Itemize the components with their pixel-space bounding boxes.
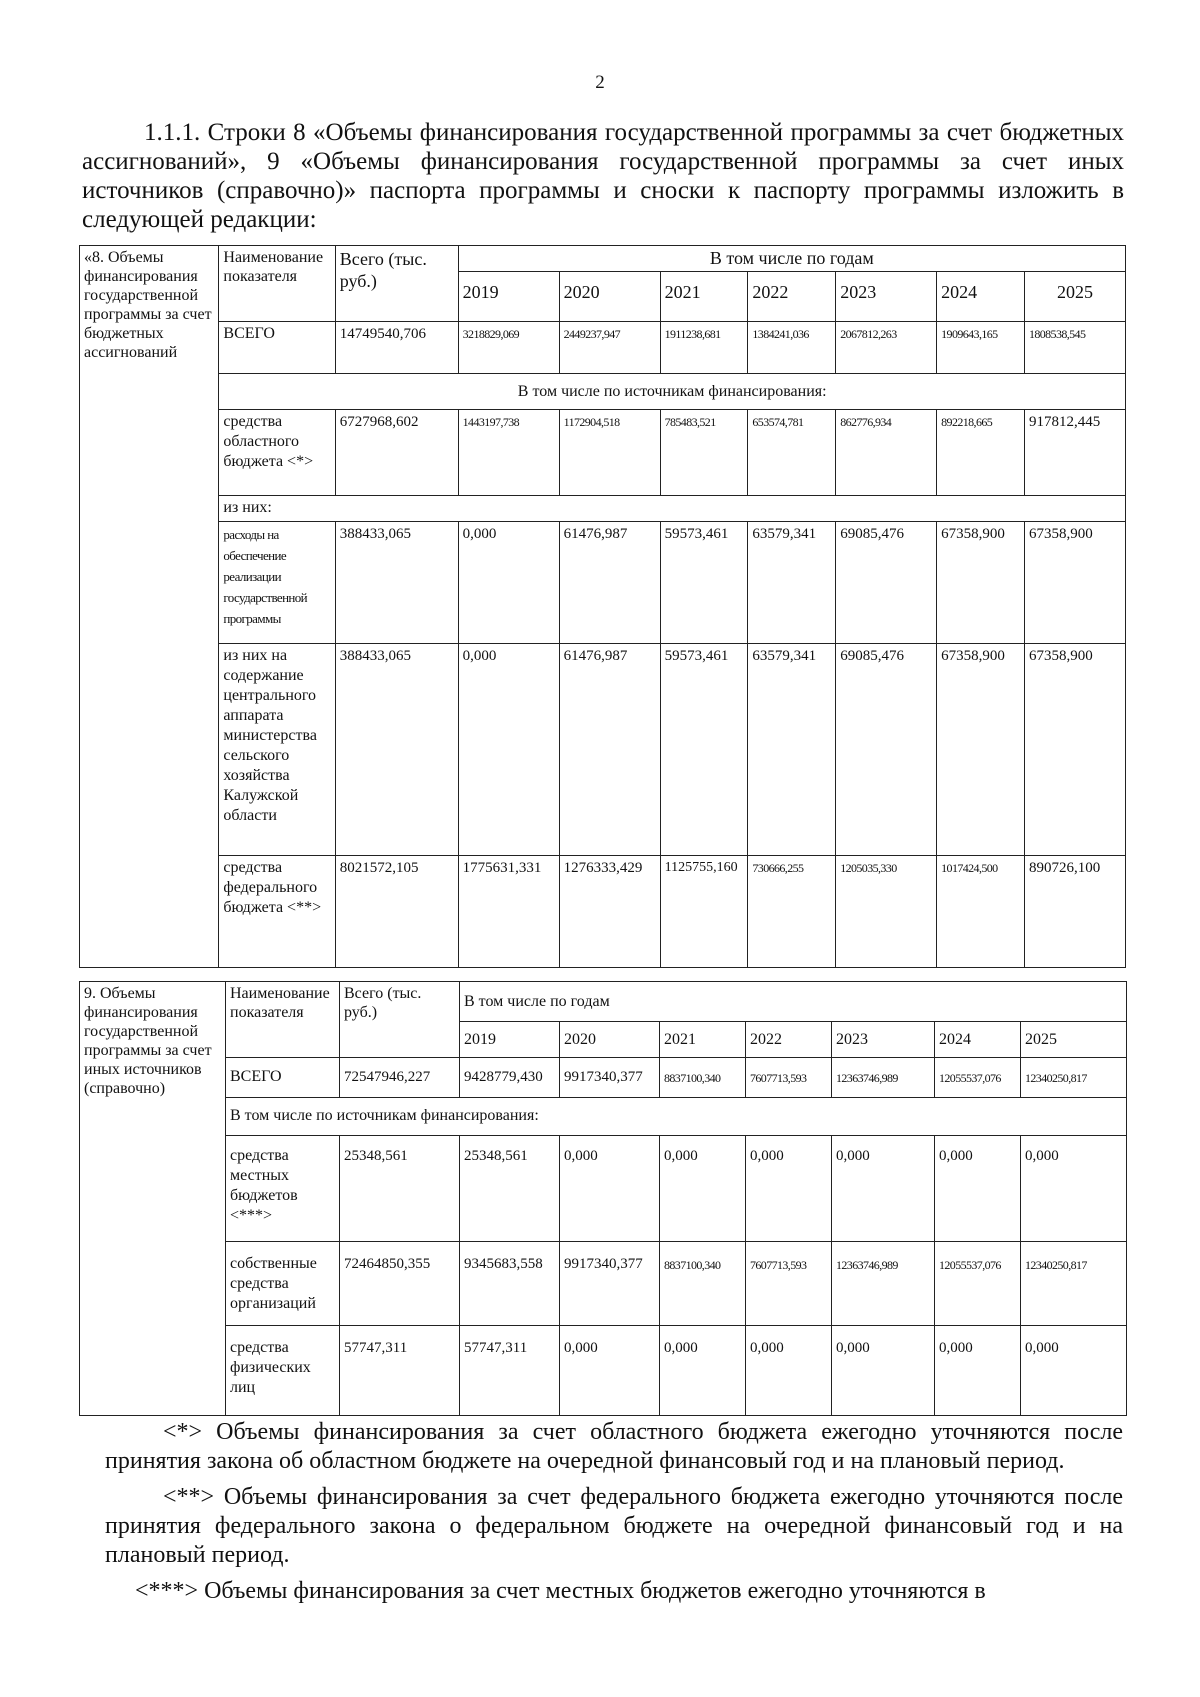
cell-value: 1443197,738 [458, 410, 559, 496]
cell-value: 8837100,340 [660, 1242, 746, 1326]
cell-value: 59573,461 [660, 522, 748, 644]
cell-value: 3218829,069 [458, 322, 559, 374]
of-them-label: из них: [219, 496, 1126, 522]
row-name: ВСЕГО [226, 1058, 340, 1098]
cell-value: 730666,255 [748, 856, 836, 968]
col-name-header: Наименование показателя [226, 982, 340, 1058]
year-2022: 2022 [746, 1022, 832, 1058]
years-header: В том числе по годам [460, 982, 1127, 1022]
cell-value: 0,000 [1021, 1326, 1127, 1416]
cell-value: 69085,476 [836, 644, 937, 856]
row-total: 14749540,706 [335, 322, 458, 374]
cell-value: 892218,665 [937, 410, 1025, 496]
table-row [80, 1058, 1127, 1098]
cell-value: 9345683,558 [460, 1242, 560, 1326]
section9-label: 9. Объемы финансирования государственной программы за счет иных источников (справочно) [80, 982, 226, 1416]
year-2020: 2020 [560, 1022, 660, 1058]
table-row [80, 1242, 1127, 1326]
cell-value: 1125755,160 [660, 856, 748, 968]
cell-value: 1172904,518 [559, 410, 660, 496]
intro-text: 1.1.1. Строки 8 «Объемы финансирования государственной программы за счет бюджетных ассигнований», 9 «Объемы финансирования государственной программы за счет иных источников (справочно)» паспорта программы и сноски к паспорту программы изложить в следующей редакции: [82, 119, 1124, 233]
sources-header: В том числе по источникам финансирования: [219, 374, 1126, 410]
col-name-header: Наименование показателя [219, 246, 335, 322]
cell-value: 1808538,545 [1024, 322, 1125, 374]
year-2021: 2021 [660, 272, 748, 322]
table-row [80, 856, 1126, 968]
cell-value: 12363746,989 [832, 1242, 935, 1326]
cell-value: 1384241,036 [748, 322, 836, 374]
row-total: 388433,065 [335, 522, 458, 644]
year-2019: 2019 [460, 1022, 560, 1058]
cell-value: 12340250,817 [1021, 1058, 1127, 1098]
cell-value: 1775631,331 [458, 856, 559, 968]
cell-value: 653574,781 [748, 410, 836, 496]
cell-value: 0,000 [1021, 1136, 1127, 1242]
cell-value: 63579,341 [748, 522, 836, 644]
page-number: 2 [595, 72, 605, 93]
row-name: средства местных бюджетов <***> [226, 1136, 340, 1242]
cell-value: 69085,476 [836, 522, 937, 644]
table-row [80, 1136, 1127, 1242]
cell-value: 2449237,947 [559, 322, 660, 374]
year-2024: 2024 [935, 1022, 1021, 1058]
sources-header: В том числе по источникам финансирования: [226, 1098, 1127, 1136]
section9-table [79, 981, 1127, 1416]
cell-value: 862776,934 [836, 410, 937, 496]
year-2025: 2025 [1021, 1022, 1127, 1058]
row-total: 6727968,602 [335, 410, 458, 496]
cell-value: 0,000 [832, 1136, 935, 1242]
row-total: 8021572,105 [335, 856, 458, 968]
row-total: 72547946,227 [340, 1058, 460, 1098]
cell-value: 785483,521 [660, 410, 748, 496]
cell-value: 1017424,500 [937, 856, 1025, 968]
footnote-3: <***> Объемы финансирования за счет местных бюджетов ежегодно уточняются в [135, 1578, 986, 1604]
cell-value: 0,000 [660, 1326, 746, 1416]
row-total: 57747,311 [340, 1326, 460, 1416]
cell-value: 0,000 [458, 644, 559, 856]
intro-paragraph [82, 118, 1124, 234]
cell-value: 917812,445 [1024, 410, 1125, 496]
row-name: из них на содержание центрального аппарата министерства сельского хозяйства Калужской области [219, 644, 335, 856]
cell-value: 2067812,263 [836, 322, 937, 374]
table-row [80, 644, 1126, 856]
cell-value: 1909643,165 [937, 322, 1025, 374]
table-row [80, 410, 1126, 496]
col-total-header: Всего (тыс. руб.) [340, 982, 460, 1058]
cell-value: 890726,100 [1024, 856, 1125, 968]
cell-value: 9917340,377 [560, 1242, 660, 1326]
cell-value: 67358,900 [1024, 522, 1125, 644]
cell-value: 8837100,340 [660, 1058, 746, 1098]
cell-value: 0,000 [660, 1136, 746, 1242]
cell-value: 1911238,681 [660, 322, 748, 374]
cell-value: 12340250,817 [1021, 1242, 1127, 1326]
cell-value: 0,000 [935, 1326, 1021, 1416]
section8-label: «8. Объемы финансирования государственной программы за счет бюджетных ассигнований [80, 246, 219, 968]
row-name: средства областного бюджета <*> [219, 410, 335, 496]
cell-value: 67358,900 [1024, 644, 1125, 856]
year-2025: 2025 [1024, 272, 1125, 322]
cell-value: 12363746,989 [832, 1058, 935, 1098]
cell-value: 9428779,430 [460, 1058, 560, 1098]
table-row [80, 1326, 1127, 1416]
cell-value: 61476,987 [559, 522, 660, 644]
cell-value: 0,000 [935, 1136, 1021, 1242]
year-2019: 2019 [458, 272, 559, 322]
cell-value: 0,000 [458, 522, 559, 644]
year-2020: 2020 [559, 272, 660, 322]
cell-value: 0,000 [832, 1326, 935, 1416]
cell-value: 57747,311 [460, 1326, 560, 1416]
row-name: средства физических лиц [226, 1326, 340, 1416]
cell-value: 67358,900 [937, 644, 1025, 856]
cell-value: 12055537,076 [935, 1058, 1021, 1098]
table-row [80, 322, 1126, 374]
cell-value: 7607713,593 [746, 1058, 832, 1098]
cell-value: 0,000 [560, 1136, 660, 1242]
cell-value: 67358,900 [937, 522, 1025, 644]
year-2023: 2023 [832, 1022, 935, 1058]
cell-value: 1205035,330 [836, 856, 937, 968]
row-name: ВСЕГО [219, 322, 335, 374]
row-total: 25348,561 [340, 1136, 460, 1242]
footnote-2: <**> Объемы финансирования за счет федерального бюджета ежегодно уточняются после принятия федерального закона о федеральном бюджете на очередной финансовый год и на плановый период. [105, 1484, 1123, 1568]
cell-value: 63579,341 [748, 644, 836, 856]
row-name: собственные средства организаций [226, 1242, 340, 1326]
years-header: В том числе по годам [458, 246, 1125, 272]
row-name: средства федерального бюджета <**> [219, 856, 335, 968]
cell-value: 1276333,429 [559, 856, 660, 968]
col-total-header: Всего (тыс. руб.) [335, 246, 458, 322]
year-2022: 2022 [748, 272, 836, 322]
cell-value: 61476,987 [559, 644, 660, 856]
table-row [80, 522, 1126, 644]
section8-table [79, 245, 1126, 968]
footnote-1: <*> Объемы финансирования за счет областного бюджета ежегодно уточняются после принятия закона об областном бюджете на очередной финансовый год и на плановый период. [105, 1419, 1123, 1474]
cell-value: 0,000 [746, 1136, 832, 1242]
footnotes [105, 1418, 1123, 1613]
cell-value: 12055537,076 [935, 1242, 1021, 1326]
year-2024: 2024 [937, 272, 1025, 322]
row-total: 72464850,355 [340, 1242, 460, 1326]
cell-value: 7607713,593 [746, 1242, 832, 1326]
cell-value: 25348,561 [460, 1136, 560, 1242]
cell-value: 0,000 [746, 1326, 832, 1416]
row-total: 388433,065 [335, 644, 458, 856]
row-name: расходы на обеспечение реализации государственной программы [219, 522, 335, 644]
cell-value: 59573,461 [660, 644, 748, 856]
cell-value: 0,000 [560, 1326, 660, 1416]
year-2023: 2023 [836, 272, 937, 322]
year-2021: 2021 [660, 1022, 746, 1058]
cell-value: 9917340,377 [560, 1058, 660, 1098]
